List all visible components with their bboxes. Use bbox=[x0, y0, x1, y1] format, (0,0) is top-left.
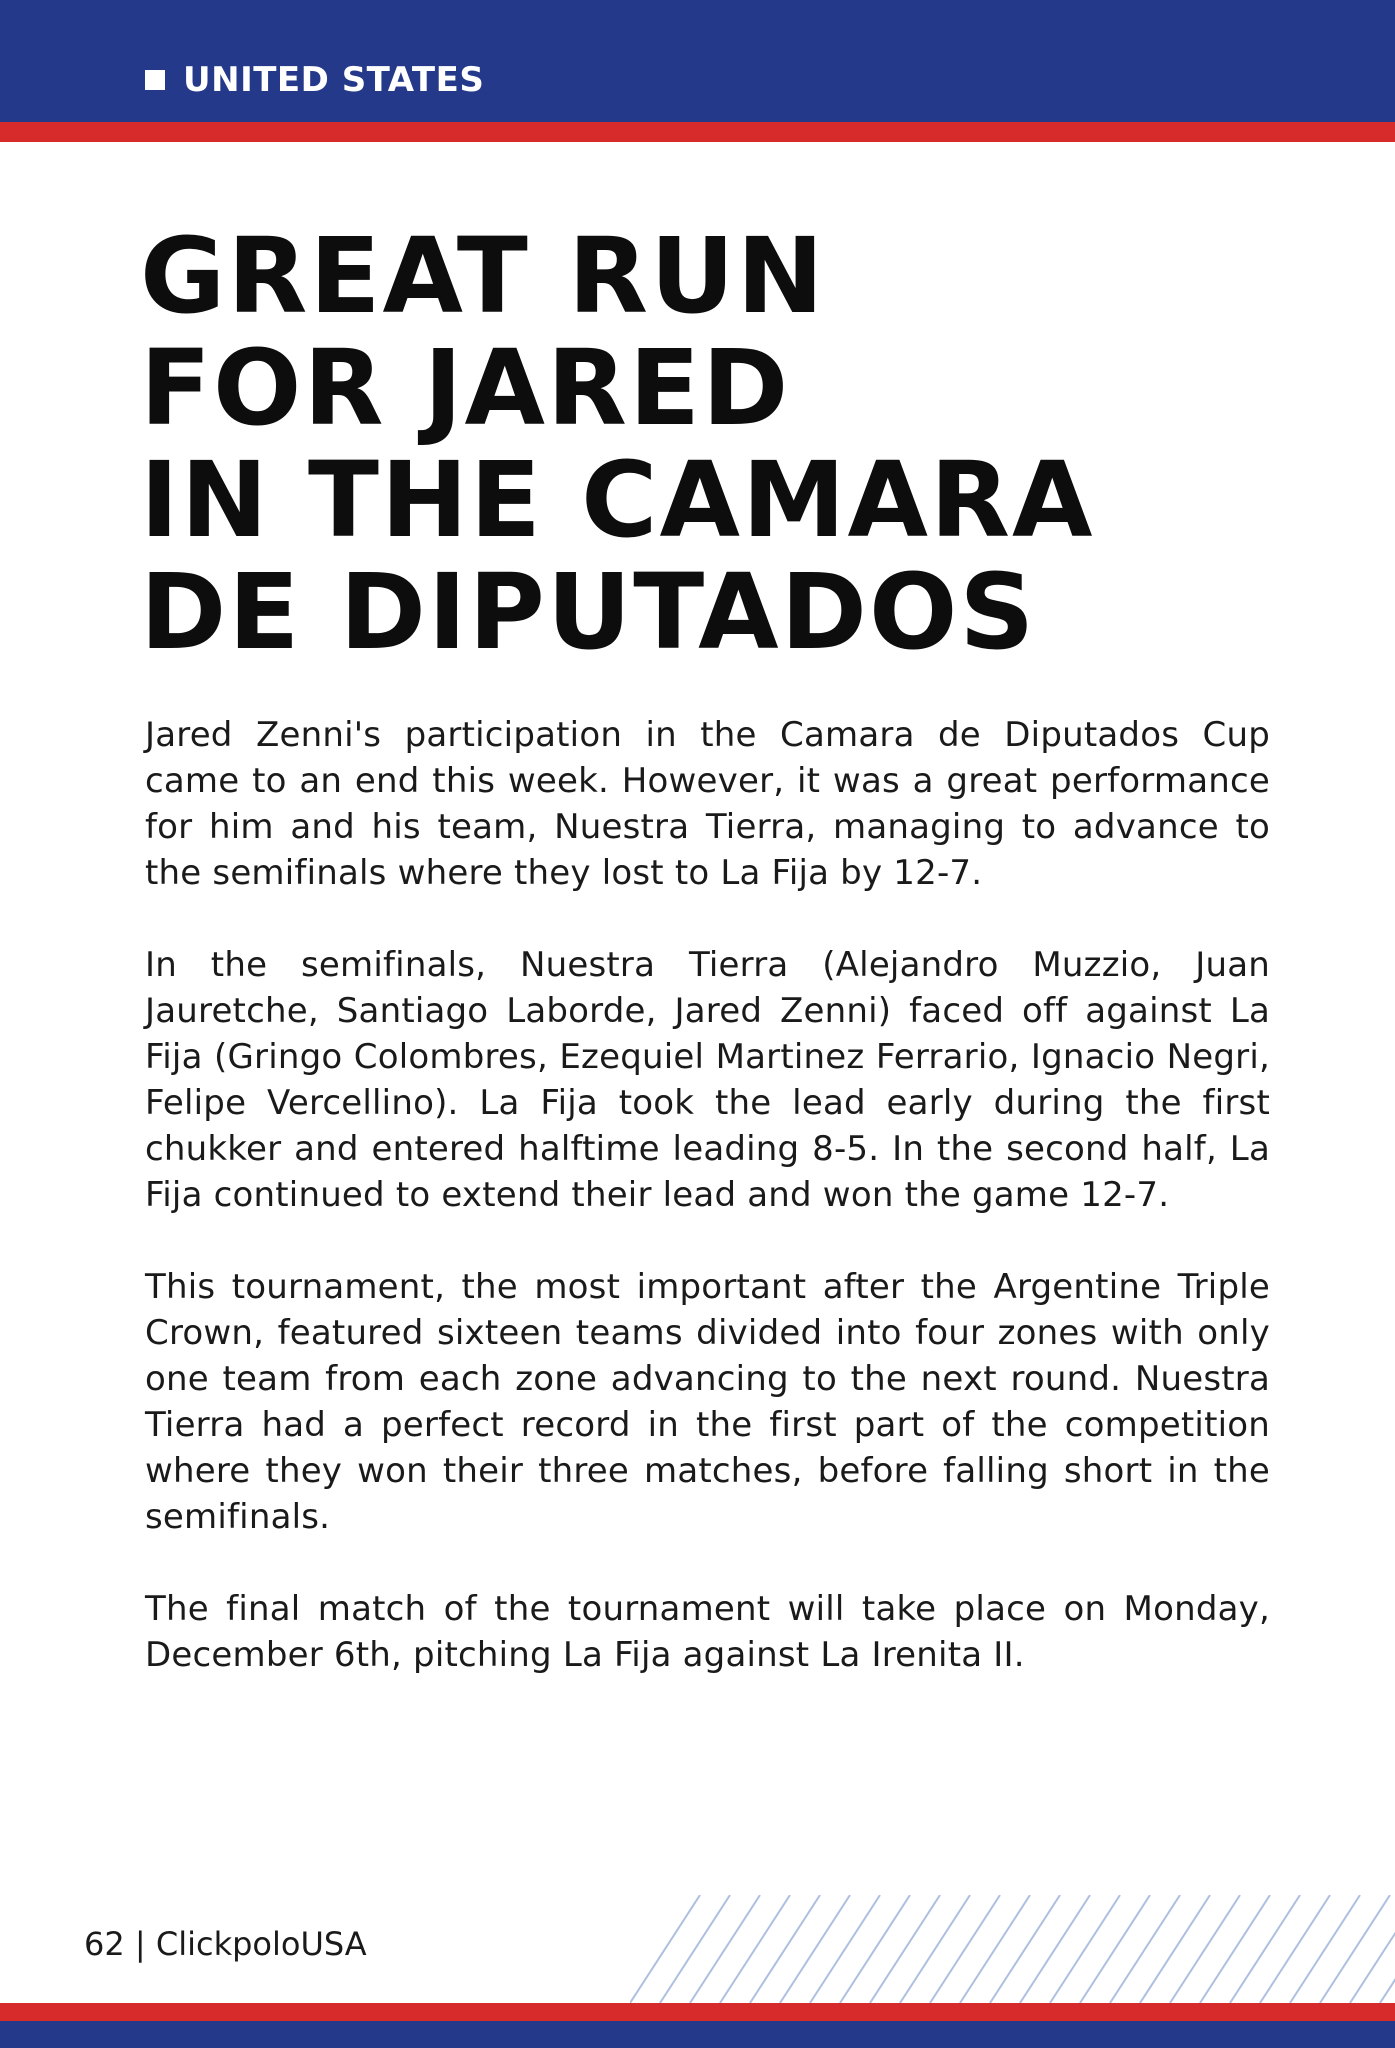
decorative-stripe-line bbox=[1110, 1895, 1180, 2003]
decorative-stripe-line bbox=[1020, 1895, 1090, 2003]
decorative-stripe-line bbox=[960, 1895, 1030, 2003]
decorative-stripe-line bbox=[1320, 1895, 1390, 2003]
decorative-stripe-line bbox=[930, 1895, 1000, 2003]
article-paragraph: The final match of the tournament will take place on Monday, December 6th, pitching La Fija against La Irenita II. bbox=[145, 1589, 1270, 1675]
article-paragraph: This tournament, the most important after the Argentine Triple Crown, featured sixteen teams divided into four zones with only one team from each zone advancing to the next round. Nuestra Tierra had a perfect record in the first part of the competition where they won their three matches, before falling short in the semifinals. bbox=[145, 1267, 1270, 1537]
decorative-stripe-line bbox=[1290, 1895, 1360, 2003]
decorative-stripe-line bbox=[900, 1895, 970, 2003]
decorative-stripe-line bbox=[780, 1895, 850, 2003]
headline-line: FOR JARED bbox=[140, 327, 791, 449]
decorative-stripe-line bbox=[630, 1895, 700, 2003]
page-footer-label: 62 | ClickpoloUSA bbox=[84, 1925, 367, 1963]
footer-band bbox=[0, 2021, 1395, 2048]
decorative-stripe-line bbox=[750, 1895, 820, 2003]
decorative-stripe-line bbox=[1260, 1895, 1330, 2003]
decorative-stripe-line bbox=[1170, 1895, 1240, 2003]
decorative-stripe-line bbox=[1080, 1895, 1150, 2003]
footer-accent-stripe bbox=[0, 2003, 1395, 2021]
decorative-stripe-line bbox=[720, 1895, 790, 2003]
headline-line: DE DIPUTADOS bbox=[140, 551, 1037, 673]
headline-line: IN THE CAMARA bbox=[140, 439, 1095, 561]
decorative-stripe-line bbox=[810, 1895, 880, 2003]
decorative-stripes bbox=[630, 1895, 1395, 2003]
decorative-stripe-line bbox=[1230, 1895, 1300, 2003]
decorative-stripe-line bbox=[1140, 1895, 1210, 2003]
headline bbox=[140, 215, 1290, 673]
section-label-text: UNITED STATES bbox=[183, 60, 485, 100]
decorative-stripe-line bbox=[840, 1895, 910, 2003]
decorative-stripe-line bbox=[1200, 1895, 1270, 2003]
article-body bbox=[145, 712, 1270, 1724]
decorative-stripe-line bbox=[870, 1895, 940, 2003]
header-accent-stripe bbox=[0, 122, 1395, 142]
decorative-stripe-line bbox=[990, 1895, 1060, 2003]
decorative-stripe-line bbox=[1350, 1895, 1395, 2003]
article-paragraph: Jared Zenni's participation in the Camara de Diputados Cup came to an end this week. However, it was a great performance for him and his team, Nuestra Tierra, managing to advance to the semifinals where they lost to La Fija by 12-7. bbox=[145, 715, 1270, 893]
decorative-stripe-line bbox=[1380, 1895, 1395, 2003]
section-label bbox=[145, 60, 484, 100]
decorative-stripe-line bbox=[690, 1895, 760, 2003]
decorative-stripe-line bbox=[660, 1895, 730, 2003]
article-paragraph: In the semifinals, Nuestra Tierra (Alejandro Muzzio, Juan Jauretche, Santiago Laborde, Jared Zenni) faced off against La Fija (Gringo Colombres, Ezequiel Martinez Ferrario, Ignacio Negri, Felipe Vercellino). La Fija took the lead early during the first chukker and entered halftime leading 8-5. In the second half, La Fija continued to extend their lead and won the game 12-7. bbox=[145, 945, 1270, 1215]
decorative-stripe-line bbox=[1050, 1895, 1120, 2003]
square-bullet-icon bbox=[145, 70, 165, 90]
headline-line: GREAT RUN bbox=[140, 215, 826, 337]
